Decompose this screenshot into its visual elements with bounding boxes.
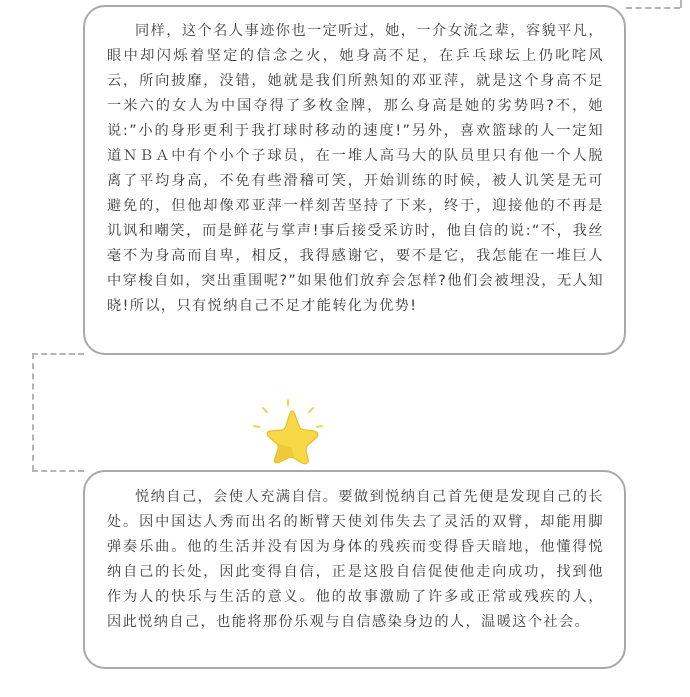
dashed-connector-middle-vertical bbox=[32, 353, 34, 471]
star-icon bbox=[248, 398, 328, 466]
text-card-2 bbox=[83, 470, 626, 669]
dashed-connector-top bbox=[626, 7, 680, 9]
dashed-connector-top-corner bbox=[680, 0, 682, 8]
dashed-connector-middle-bottom bbox=[32, 470, 84, 472]
text-card-1 bbox=[83, 5, 626, 355]
dashed-connector-middle-top bbox=[32, 353, 84, 355]
paragraph-1: 同样，这个名人事迹你也一定听过，她，一介女流之辈，容貌平凡，眼中却闪烁着坚定的信念之火，她身高不足，在乒乓球坛上仍叱咤风云，所向披靡，没错，她就是我们所熟知的邓亚萍，就是这个身高不足一米六的女人为中国夺得了多枚金牌，那么身高是她的劣势吗?不，她说:”小的身形更利于我打球时移动的速度!”另外，喜欢篮球的人一定知道ＮＢＡ中有个小个子球员，在一堆人高马大的队员里只有他一个人脱离了平均身高，不免有些滑稽可笑，开始训练的时候，被人讥笑是无可避免的，但他却像邓亚萍一样刻苦坚持了下来，终于，迎接他的不再是讥讽和嘲笑，而是鲜花与掌声!事后接受采访时，他自信的说:“不，我丝毫不为身高而自卑，相反，我得感谢它，要不是它，我怎能在一堆巨人中穿梭自如，突出重围呢?”如果他们放弃会怎样?他们会被埋没，无人知晓!所以，只有悦纳自己不足才能转化为优势! bbox=[107, 23, 604, 314]
paragraph-2: 悦纳自己，会使人充满自信。要做到悦纳自己首先便是发现自己的长处。因中国达人秀而出名的断臂天使刘伟失去了灵活的双臂，却能用脚弹奏乐曲。他的生活并没有因为身体的残疾而变得昏天暗地，他懂得悦纳自己的长处，因此变得自信，正是这股自信促使他走向成功，找到他作为人的快乐与生活的意义。他的故事激励了许多或正常或残疾的人，因此悦纳自己，也能将那份乐观与自信感染身边的人，温暖这个社会。 bbox=[107, 489, 604, 630]
